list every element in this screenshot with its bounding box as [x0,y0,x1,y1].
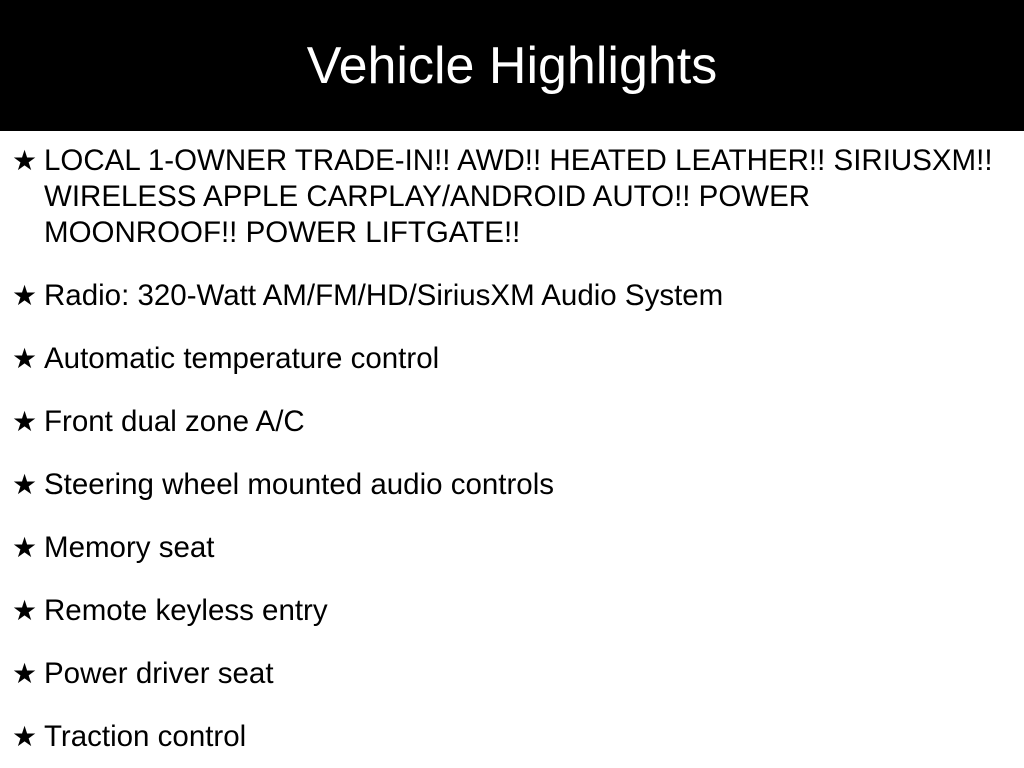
list-item [12,467,1006,503]
list-item-text: LOCAL 1-OWNER TRADE-IN!! AWD!! HEATED LEATHER!! SIRIUSXM!! WIRELESS APPLE CARPLAY/ANDROID AUTO!! POWER MOONROOF!! POWER LIFTGATE!! [44,144,993,249]
list-item-text: Memory seat [44,531,215,564]
star-bullet-icon: ★ [12,145,38,176]
list-item [12,143,1006,251]
highlights-list [0,131,1024,755]
list-item-text: Automatic temperature control [44,342,440,375]
list-item-text: Radio: 320-Watt AM/FM/HD/SiriusXM Audio System [44,279,724,312]
star-bullet-icon: ★ [12,406,38,437]
list-item [12,656,1006,692]
list-item [12,530,1006,566]
list-item-text: Front dual zone A/C [44,405,305,438]
list-item-text: Steering wheel mounted audio controls [44,468,555,501]
star-bullet-icon: ★ [12,469,38,500]
star-bullet-icon: ★ [12,595,38,626]
star-bullet-icon: ★ [12,658,38,689]
slide-body [0,131,1024,768]
list-item [12,593,1006,629]
list-item [12,719,1006,755]
star-bullet-icon: ★ [12,343,38,374]
list-item-text: Traction control [44,720,247,753]
list-item [12,404,1006,440]
list-item-text: Remote keyless entry [44,594,328,627]
star-bullet-icon: ★ [12,532,38,563]
list-item [12,341,1006,377]
star-bullet-icon: ★ [12,280,38,311]
list-item-text: Power driver seat [44,657,274,690]
page-title: Vehicle Highlights [306,36,718,95]
list-item [12,278,1006,314]
slide-header [0,0,1024,131]
star-bullet-icon: ★ [12,721,38,752]
